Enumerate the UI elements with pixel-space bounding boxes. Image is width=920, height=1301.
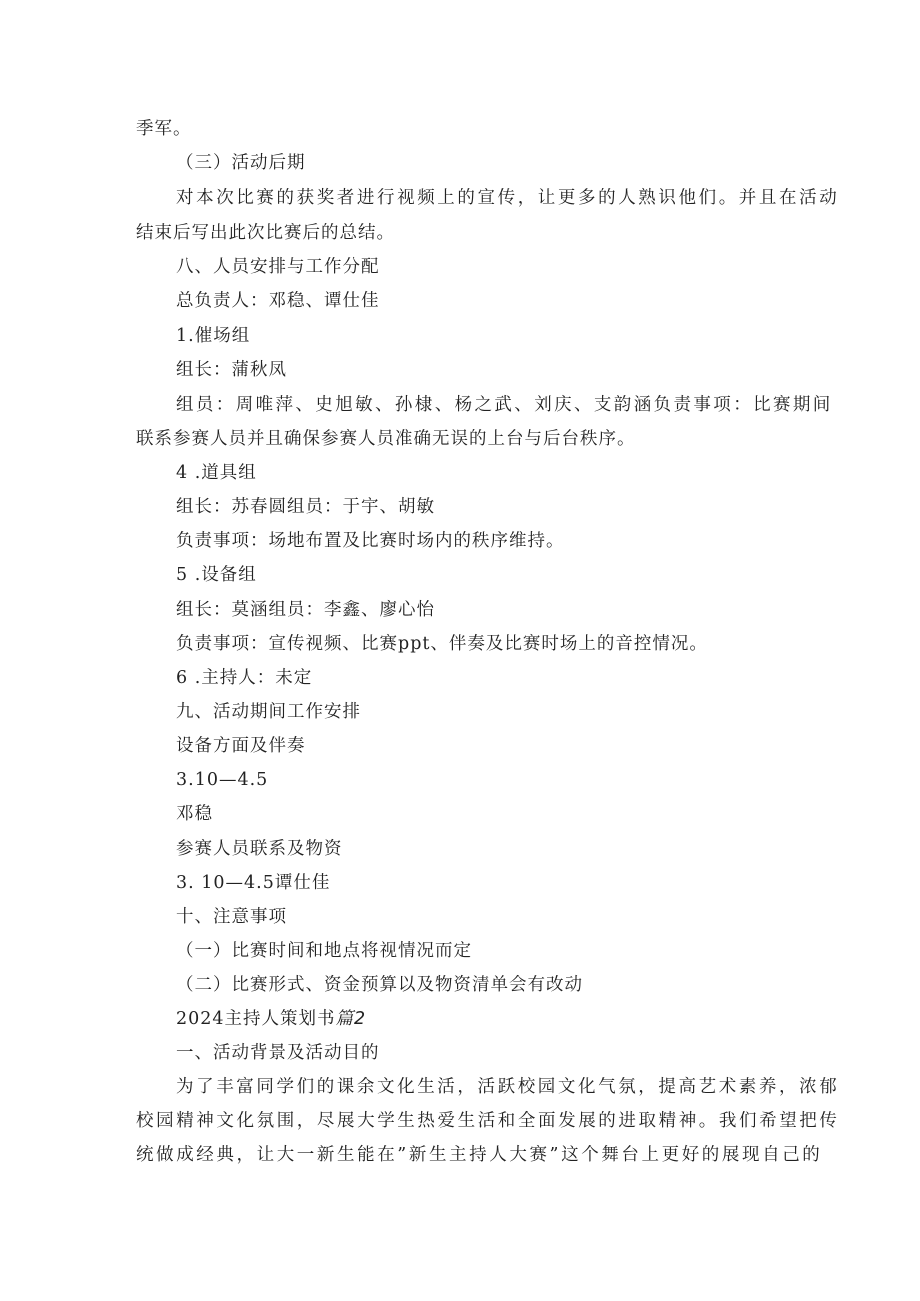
paragraph-line: 校园精神文化氛围，尽展大学生热爱生活和全面发展的进取精神。我们希望把传 xyxy=(136,1111,840,1131)
paragraph-line: 统做成经典，让大一新生能在”新生主持人大赛”这个舞台上更好的展现自己的 xyxy=(136,1145,823,1165)
text-line: 组长：莫涵组员：李鑫、廖心怡 xyxy=(176,600,435,620)
text-line: （二）比赛形式、资金预算以及物资清单会有改动 xyxy=(176,975,583,995)
section-heading: 一、活动背景及活动目的 xyxy=(176,1043,380,1063)
document-title: 2024主持人策划书 xyxy=(176,1009,336,1029)
paragraph-line: 为了丰富同学们的课余文化生活，活跃校园文化气氛，提高艺术素养，浓郁 xyxy=(176,1077,840,1097)
section-heading: （三）活动后期 xyxy=(176,153,306,173)
text-line: 季军。 xyxy=(136,119,192,139)
text-line: 负责事项：宣传视频、比赛ppt、伴奏及比赛时场上的音控情况。 xyxy=(176,634,708,654)
group-heading: 1.催场组 xyxy=(176,326,251,346)
text-line: 组长：蒲秋凤 xyxy=(176,360,287,380)
text-line: 负责事项：场地布置及比赛时场内的秩序维持。 xyxy=(176,531,565,551)
text-line: 3. 10—4.5谭仕佳 xyxy=(176,873,331,893)
group-heading: 4 .道具组 xyxy=(176,463,257,483)
paragraph-line: 组员：周唯萍、史旭敏、孙棣、杨之武、刘庆、支韵涵负责事项：比赛期间 xyxy=(176,395,833,415)
section-heading: 九、活动期间工作安排 xyxy=(176,702,361,722)
paragraph-line: 对本次比赛的获奖者进行视频上的宣传，让更多的人熟识他们。并且在活动 xyxy=(176,188,840,208)
section-heading: 十、注意事项 xyxy=(176,907,287,927)
text-line: 总负责人：邓稳、谭仕佳 xyxy=(176,291,380,311)
text-line: 邓稳 xyxy=(176,804,213,824)
paragraph-line: 结束后写出此次比赛后的总结。 xyxy=(136,223,395,243)
article-number: 篇2 xyxy=(335,1009,367,1029)
group-heading: 5 .设备组 xyxy=(176,565,257,585)
text-line: 设备方面及伴奏 xyxy=(176,736,306,756)
paragraph-line: 联系参赛人员并且确保参赛人员准确无误的上台与后台秩序。 xyxy=(136,429,636,449)
section-heading: 八、人员安排与工作分配 xyxy=(176,257,380,277)
group-heading: 6 .主持人：未定 xyxy=(176,668,313,688)
text-line: 组长：苏春圆组员：于宇、胡敏 xyxy=(176,497,435,517)
document-title-line xyxy=(176,1008,366,1030)
text-line: （一）比赛时间和地点将视情况而定 xyxy=(176,941,472,961)
text-line: 参赛人员联系及物资 xyxy=(176,839,343,859)
text-line: 3.10—4.5 xyxy=(176,770,269,790)
